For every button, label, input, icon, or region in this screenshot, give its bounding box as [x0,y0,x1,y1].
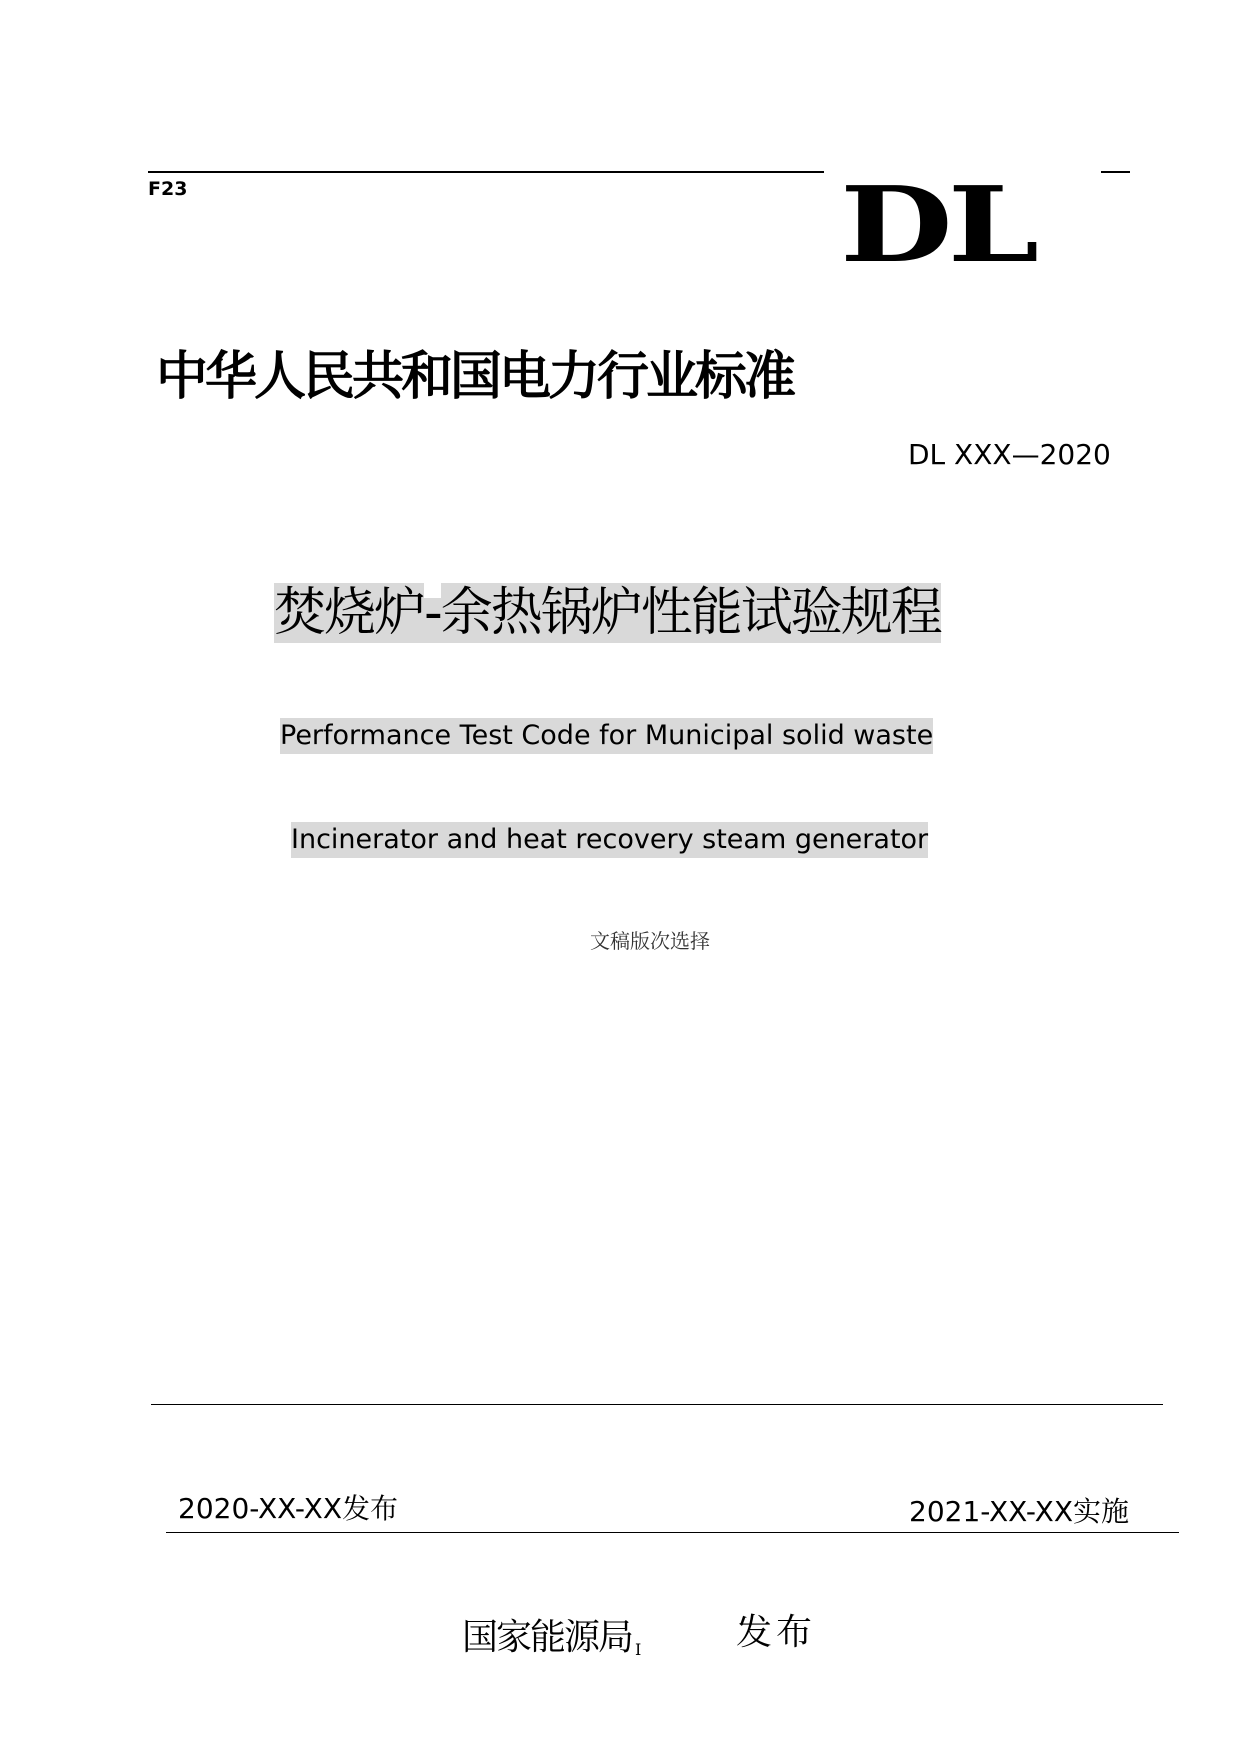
classification-code: F23 [148,178,188,200]
issuer-action: 发布 [736,1612,817,1653]
standard-title: 中华人民共和国电力行业标准 [156,347,794,407]
standard-number: DL XXX—2020 [908,438,1111,471]
issuer-name: 国家能源局 [462,1617,633,1658]
top-rule [148,171,824,173]
document-title-cn [274,578,941,648]
dl-logo: DL [840,163,1035,286]
document-title-cn-part2: 余热锅炉性能试验规程 [440,583,941,643]
document-title-en-line1: Performance Test Code for Municipal solid waste [280,718,933,754]
bottom-rule-lower [166,1532,1179,1533]
publish-date: 2020-XX-XX发布 [178,1492,399,1525]
draft-version-selector[interactable]: 文稿版次选择 [590,929,710,953]
document-title-en-line2: Incinerator and heat recovery steam generator [291,822,928,858]
document-title-cn-part1: 焚烧炉 [274,583,425,643]
top-right-rule [1101,171,1130,173]
bottom-rule-upper [151,1404,1163,1405]
document-title-cn-sep: - [424,583,441,643]
page-number: I [635,1640,642,1659]
implement-date: 2021-XX-XX实施 [909,1495,1130,1528]
